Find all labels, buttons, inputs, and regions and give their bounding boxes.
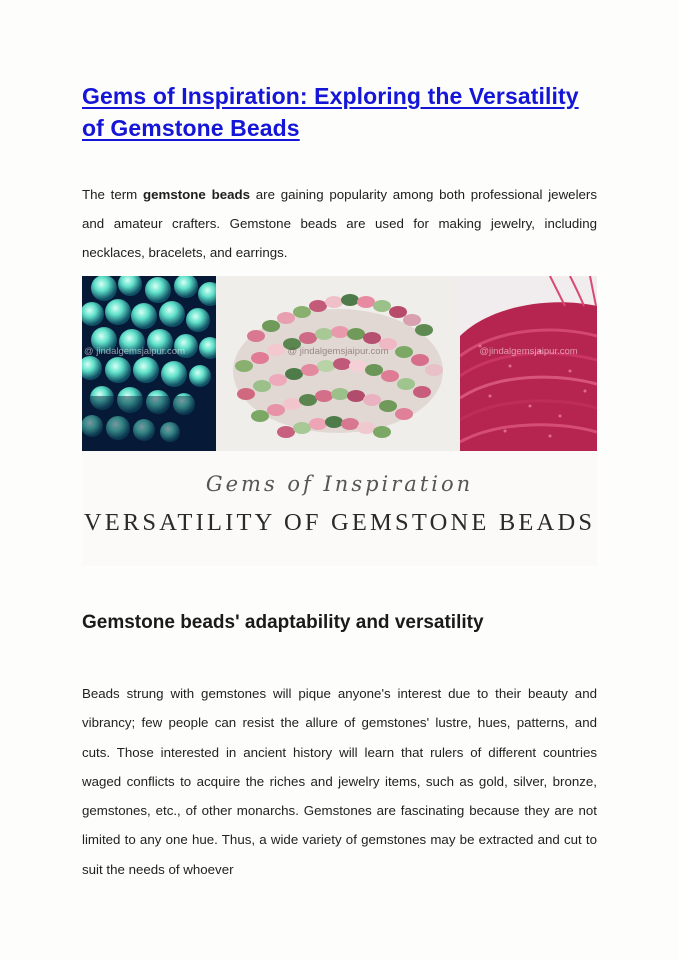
watermark-text: @ jindalgemsjaipur.com bbox=[84, 346, 185, 357]
document-page bbox=[82, 80, 597, 884]
article-title-link[interactable]: Gems of Inspiration: Exploring the Versatility of Gemstone Beads bbox=[82, 83, 579, 141]
tourmaline-beads-illustration bbox=[216, 276, 460, 451]
banner-image bbox=[82, 276, 597, 566]
tourmaline-beads-photo bbox=[216, 276, 460, 451]
intro-paragraph bbox=[82, 180, 597, 267]
intro-bold-term: gemstone beads bbox=[143, 187, 250, 202]
section-heading: Gemstone beads' adaptability and versatility bbox=[82, 612, 484, 633]
pink-beads-photo bbox=[460, 276, 597, 451]
banner-script-text: Gems of Inspiration bbox=[205, 472, 474, 496]
banner-photo-strip bbox=[82, 276, 597, 451]
watermark-text: @ jindalgemsjaipur.com bbox=[287, 346, 389, 357]
watermark-text: @jindalgemsjaipur.com bbox=[479, 346, 578, 357]
intro-prefix: The term bbox=[82, 187, 144, 202]
section-paragraph: Beads strung with gemstones will pique anyone's interest due to their beauty and vibrancy; few people can resist the allure of gemstones' lustre, hues, patterns, and cuts. Those interested in ancient history will learn that rulers of different countries waged conflicts to acquire the riches and jewelry items, such as gold, silver, bronze, gemstones, etc., of other monarchs. Gemstones are fascinating because they are not limited to any one hue. Thus, a wide variety of gemstones may be extracted and cut to suit the needs of whoever bbox=[82, 686, 597, 877]
intro-suffix: are gaining popularity among both professional jewelers and amateur crafters. Gemstone beads are used for making jewelry, including necklaces, bracelets, and earrings. bbox=[82, 187, 597, 260]
pink-beads-illustration bbox=[460, 276, 597, 451]
glow-beads-illustration bbox=[82, 276, 216, 451]
banner-caps-text: VERSATILITY OF GEMSTONE BEADS bbox=[83, 509, 596, 536]
glow-beads-photo bbox=[82, 276, 216, 451]
